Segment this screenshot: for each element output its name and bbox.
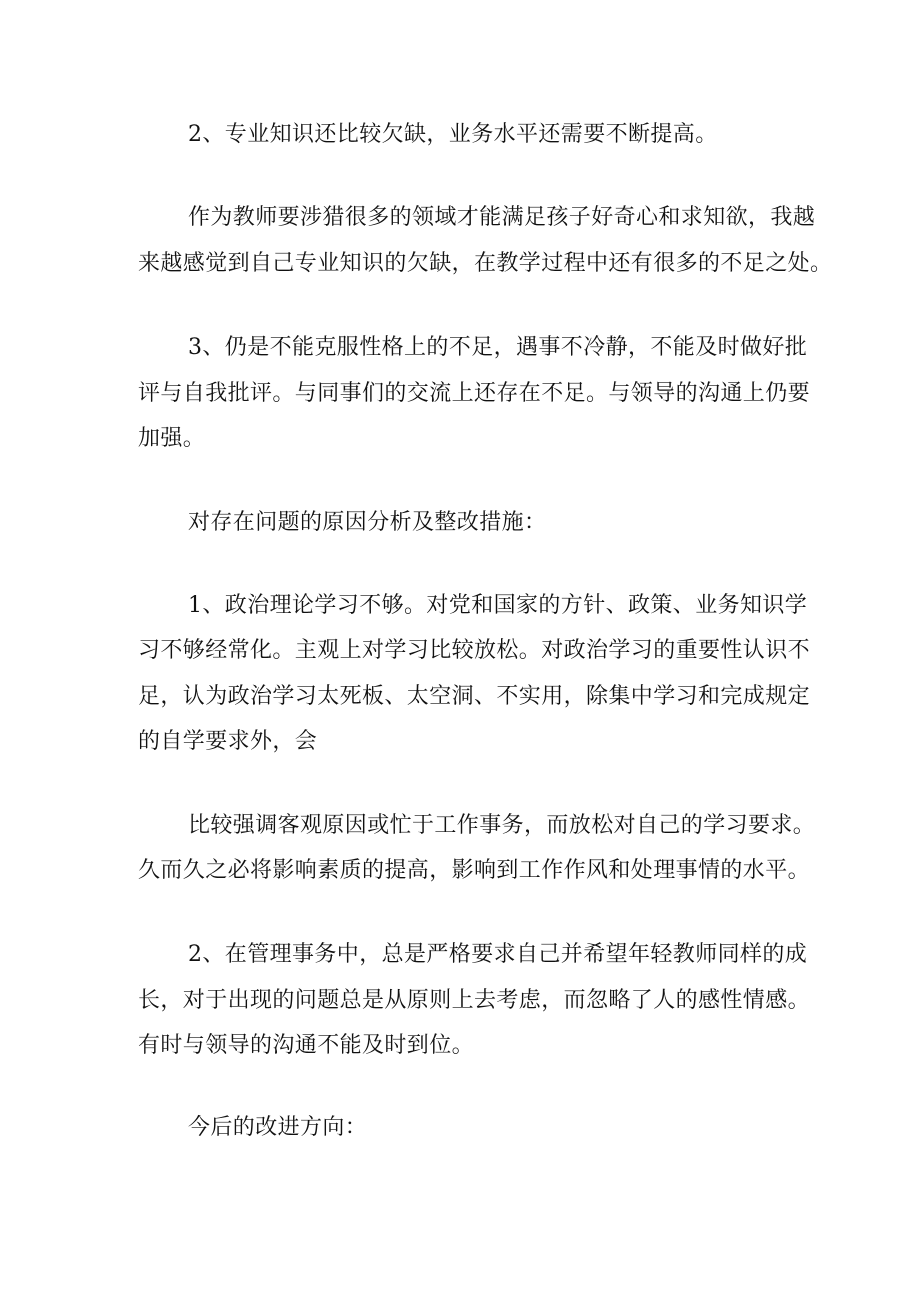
paragraph-line: 作为教师要涉猎很多的领域才能满足孩子好奇心和求知欲，我越 xyxy=(188,205,816,230)
paragraph-line: 2、专业知识还比较欠缺，业务水平还需要不断提高。 xyxy=(188,122,718,147)
paragraph-line: 习不够经常化。主观上对学习比较放松。对政治学习的重要性认识不 xyxy=(138,638,811,663)
paragraph-line: 足，认为政治学习太死板、太空洞、不实用，除集中学习和完成规定 xyxy=(138,684,811,709)
paragraph-line: 久而久之必将影响素质的提高，影响到工作作风和处理事情的水平。 xyxy=(138,858,811,883)
paragraph-line: 来越感觉到自己专业知识的欠缺，在教学过程中还有很多的不足之处。 xyxy=(138,251,833,276)
paragraph-line: 3、仍是不能克服性格上的不足，遇事不冷静，不能及时做好批 xyxy=(188,335,808,360)
paragraph-line: 长，对于出现的问题总是从原则上去考虑，而忽略了人的感性情感。 xyxy=(138,988,811,1013)
paragraph-line: 评与自我批评。与同事们的交流上还存在不足。与领导的沟通上仍要 xyxy=(138,381,811,406)
paragraph-line: 1、政治理论学习不够。对党和国家的方针、政策、业务知识学 xyxy=(188,593,808,618)
paragraph-line: 2、在管理事务中，总是严格要求自己并希望年轻教师同样的成 xyxy=(188,942,808,967)
paragraph-line: 比较强调客观原因或忙于工作事务，而放松对自己的学习要求。 xyxy=(188,813,816,838)
section-heading: 对存在问题的原因分析及整改措施： xyxy=(188,510,547,535)
paragraph-line: 加强。 xyxy=(138,426,206,451)
section-heading: 今后的改进方向： xyxy=(188,1115,368,1140)
paragraph-line: 的自学要求外，会 xyxy=(138,729,318,754)
paragraph-line: 有时与领导的沟通不能及时到位。 xyxy=(138,1033,475,1058)
